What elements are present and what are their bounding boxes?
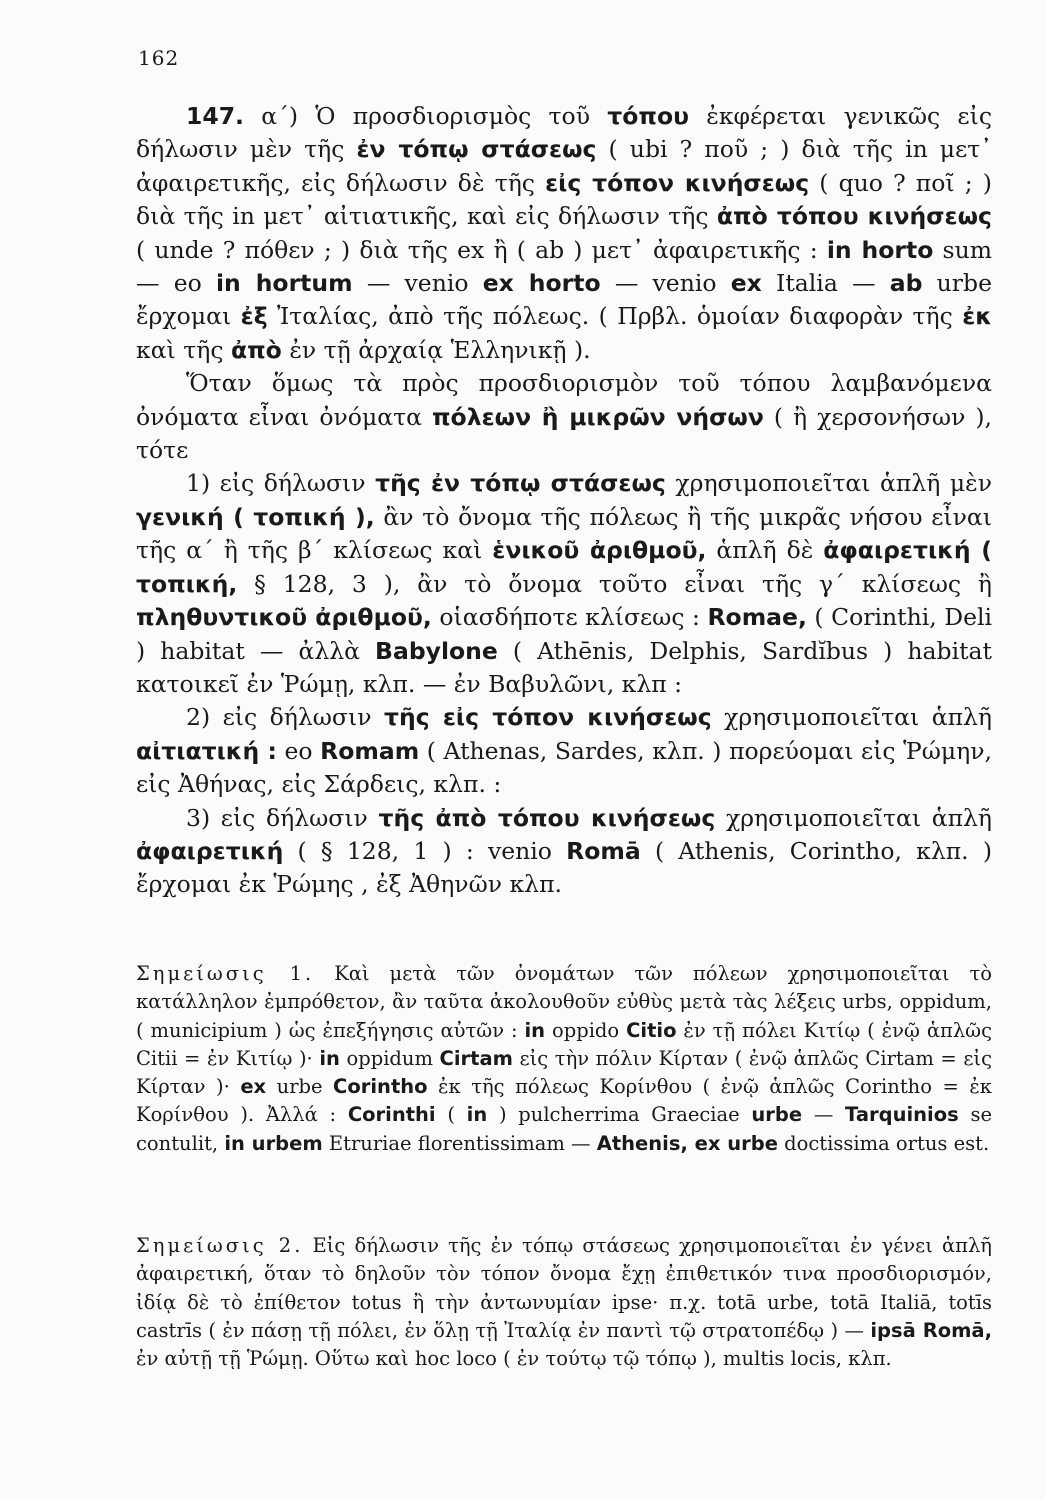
text-run: ἐν τῇ πόλει Κιτίῳ ( ἐνῷ ἁπλῶς Citii = ἐν Κιτίῳ )· [136,1018,993,1070]
bold-term: ἀπὸ [230,335,282,364]
text-run: § 128, 3 ), ἂν τὸ ὄνομα τοῦτο εἶναι τῆς γ΄ κλίσεως ἢ [237,569,992,598]
paragraph-city-names [136,367,992,467]
text-run: ἐν τῇ ἀρχαίᾳ Ἑλληνικῇ ). [281,335,591,364]
paragraph-intro [136,100,992,367]
text-run: urbe ἔρχομαι [136,269,992,331]
page-number: 162 [138,46,180,70]
text-run: ἐκφέρεται γενικῶς εἰς δήλωσιν μὲν τῆς [136,102,992,164]
text-run: urbe [266,1075,334,1099]
text-run: ) pulcherrima Graeciae [487,1103,752,1127]
note-2-title: Σημείωσις 2. [136,1234,304,1257]
bold-term: in horto [826,235,934,264]
text-run: — venio [600,269,731,298]
bold-term: γενική ( τοπική ), [136,502,375,531]
bold-term: ipsā Romā, [870,1318,993,1342]
bold-term: ex [730,269,762,298]
bold-term: Babylone [375,636,498,665]
text-run: ( ubi ? ποῦ ; ) διὰ τῆς in μετ᾽ ἀφαιρετικῆς, εἰς δήλωσιν δὲ τῆς [136,135,992,197]
rule-1-in-place [136,467,992,701]
section-number: 147. [186,102,244,130]
text-run: Etruriae florentissimam — [322,1131,597,1155]
text-run: oppidum [339,1046,440,1070]
bold-term: ἐν τόπῳ στάσεως [356,135,597,164]
bold-term: in urbem [224,1131,323,1155]
bold-term: τῆς ἀπὸ τόπου κινήσεως [378,803,716,832]
bold-term: Corintho [333,1075,428,1099]
text-run: ἂν τὸ ὄνομα τῆς πόλεως ἢ τῆς μικρᾶς νήσου εἶναι τῆς α΄ ἢ τῆς β΄ κλίσεως καὶ [136,502,992,565]
bold-term: τόπου [607,102,689,130]
text-run: καὶ τῆς [136,335,231,364]
text-run: 3) εἰς δήλωσιν [186,803,379,832]
text-run: χρησιμοποιεῖται ἁπλῆ [715,803,993,832]
bold-term: Corinthi [347,1103,436,1127]
text-run: χρησιμοποιεῖται ἁπλῆ μὲν [665,469,992,498]
bold-term: Tarquinios [845,1103,959,1127]
note-1-text [136,962,992,1155]
rule-2-to-place [136,701,992,801]
text-run: 1) εἰς δήλωσιν [186,469,376,498]
bold-term: Romae, [707,603,807,632]
text-run: Ἰταλίας, ἀπὸ τῆς πόλεως. ( Πρβλ. ὁμοίαν διαφορὰν τῆς [267,302,963,331]
bold-term: ἀφαιρετική ( τοπική, [136,536,992,598]
text-run: ( quo ? ποῖ ; ) διὰ τῆς in μετ᾽ αἰτιατικῆς, καὶ εἰς δήλωσιν τῆς [136,168,992,231]
bold-term: ἀφαιρετική [136,836,284,865]
text-run: ( Athenas, Sardes, κλπ. ) πορεύομαι εἰς Ῥώμην, εἰς Ἀθήνας, εἰς Σάρδεις, κλπ. : [136,736,992,799]
bold-term: ἀπὸ τόπου κινήσεως [716,202,992,231]
text-run: Italia — [761,269,890,298]
bold-term: Romam [320,736,420,765]
bold-term: Cirtam [439,1046,513,1070]
text-run: Εἰς δήλωσιν τῆς ἐν τόπῳ στάσεως χρησιμοποιεῖται ἐν γένει ἁπλῆ ἀφαιρετική, ὅταν τὸ δηλοῦν τὸν τόπον ὄνομα ἔχῃ ἐπιθετικόν τινα προσδιορισμόν, ἰδίᾳ δὲ τὸ ἐπίθετον totus ἢ τὴν ἀντωνυμίαν ipse· π.χ. totā urbe, totā Italiā, totīs castrīs ( ἐν πάσῃ τῇ πόλει, ἐν ὅλῃ τῇ Ἰταλίᾳ ἐν παντὶ τῷ στρατοπέδῳ ) — [136,1234,992,1342]
text-run: ( Corinthi, Deli ) habitat — ἀλλὰ [136,603,993,665]
text-run: se contulit, [136,1103,992,1155]
text-run: ἐν αὐτῇ τῇ Ῥώμῃ. Οὕτω καὶ hoc loco ( ἐν τούτῳ τῷ τόπῳ ), multis locis, κλπ. [136,1347,892,1371]
text-run: α΄) Ὁ προσδιορισμὸς τοῦ [261,102,608,130]
text-run: eo [276,736,321,765]
text-run: ( Athēnis, Delphis, Sardĭbus ) habitat κατοικεῖ ἐν Ῥώμῃ, κλπ. — ἐν Βαβυλῶνι, κλπ : [136,636,992,698]
text-run: — venio [352,269,483,298]
text-run: doctissima ortus est. [777,1131,990,1155]
text-run: ( Athenis, Corintho, κλπ. ) ἔρχομαι ἐκ Ῥώμης , ἐξ Ἀθηνῶν κλπ. [136,836,992,899]
bold-term: τῆς εἰς τόπον κινήσεως [383,703,712,732]
bold-term: in [524,1018,546,1042]
text-run: ( [435,1103,467,1127]
bold-term: ἑνικοῦ ἀριθμοῦ, [492,536,707,565]
bold-term: ab [889,269,923,298]
bold-term: ex [240,1075,267,1099]
text-run: ( § 128, 1 ) : venio [283,836,567,865]
bold-term: in [319,1046,340,1070]
text-run: ( ἢ χερσονήσων ), τότε [136,402,993,465]
text-run: εἰς τὴν πόλιν Κίρταν ( ἐνῷ ἁπλῶς Cirtam = εἰς Κίρταν )· [136,1046,993,1099]
bold-term: πληθυντικοῦ ἀριθμοῦ, [136,603,432,632]
text-run: Ὅταν ὅμως τὰ πρὸς προσδιορισμὸν τοῦ τόπου λαμβανόμενα ὀνόματα εἶναι ὀνόματα [136,369,992,431]
note-2 [136,1232,992,1373]
text-run: ( unde ? πόθεν ; ) διὰ τῆς ex ἢ ( ab ) μετ᾽ ἀφαιρετικῆς : [136,235,827,264]
section-147 [136,100,992,902]
bold-term: ex horto [482,269,601,298]
bold-term: urbe [751,1103,803,1127]
text-run: oppido [545,1018,627,1042]
text-run: ἁπλῆ δὲ [706,536,824,565]
bold-term: πόλεων ἢ μικρῶν νήσων [431,402,764,431]
note-1 [136,960,992,1158]
bold-term: Citio [626,1018,677,1042]
note-1-title: Σημείωσις 1. [136,962,315,985]
text-run: sum — eo [136,235,992,298]
bold-term: in [466,1103,488,1127]
intro-text [136,102,992,364]
bold-term: in hortum [215,269,353,298]
text-run: οἱασδήποτε κλίσεως : [431,603,708,632]
text-run: Καὶ μετὰ τῶν ὀνομάτων τῶν πόλεων χρησιμοποιεῖται τὸ κατάλληλον ἐμπρόθετον, ἂν ταῦτα ἀκολουθοῦν εὐθὺς μετὰ τὰς λέξεις urbs, oppidum, ( municipium ) ὡς ἐπεξήγησις αὐτῶν : [136,962,992,1042]
text-run: ἐκ τῆς πόλεως Κορίνθου ( ἐνῷ ἁπλῶς Corintho = ἐκ Κορίνθου ). Ἀλλά : [136,1075,992,1127]
bold-term: τῆς ἐν τόπῳ στάσεως [375,469,666,498]
bold-term: εἰς τόπον κινήσεως [545,168,810,197]
text-run: χρησιμοποιεῖται ἁπλῆ [711,703,993,732]
bold-term: Athenis, ex urbe [596,1131,778,1155]
text-run: — [802,1103,846,1127]
bold-term: ἐξ [240,302,268,331]
text-run: 2) εἰς δήλωσιν [186,703,384,732]
rule-3-from-place [136,802,992,902]
bold-term: ἐκ [962,302,992,331]
bold-term: αἰτιατική : [136,736,277,765]
bold-term: Romā [566,836,641,865]
